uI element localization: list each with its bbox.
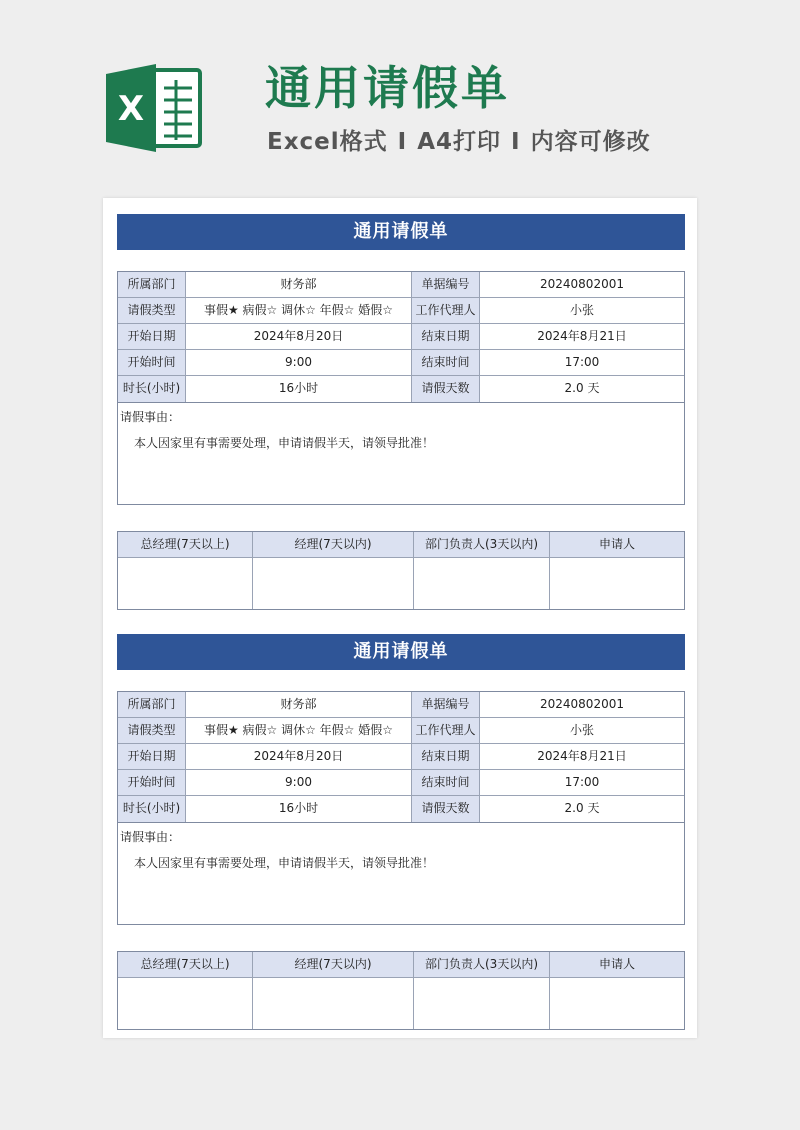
value-start-time[interactable]: 9:00: [186, 350, 412, 375]
value-department[interactable]: 财务部: [186, 272, 412, 297]
signature-cell[interactable]: [550, 558, 684, 609]
approval-dept-head: 部门负责人(3天以内): [414, 532, 550, 557]
label-start-date: 开始日期: [118, 744, 186, 769]
label-leave-days: 请假天数: [412, 376, 480, 402]
approval-header-row: [118, 532, 684, 558]
label-start-time: 开始时间: [118, 350, 186, 375]
signature-cell[interactable]: [550, 978, 684, 1029]
value-start-date[interactable]: 2024年8月20日: [186, 744, 412, 769]
label-leave-days: 请假天数: [412, 796, 480, 822]
value-work-agent[interactable]: 小张: [569, 723, 594, 737]
value-doc-number[interactable]: 20240802001: [540, 697, 624, 711]
table-row: [118, 324, 684, 350]
value-leave-days[interactable]: 2.0 天: [564, 801, 600, 815]
table-row: [118, 692, 684, 718]
leave-form: [117, 634, 685, 1030]
signature-cell[interactable]: [118, 978, 253, 1029]
reason-box[interactable]: [117, 823, 685, 925]
value-end-time[interactable]: 17:00: [564, 355, 600, 369]
table-row: [118, 298, 684, 324]
table-row: [118, 718, 684, 744]
value-end-date[interactable]: 2024年8月21日: [537, 749, 627, 763]
subtitle-format: Excel格式: [267, 129, 388, 155]
signature-cell[interactable]: [414, 978, 550, 1029]
label-work-agent: 工作代理人: [412, 718, 480, 743]
subtitle-separator: I: [397, 129, 408, 155]
signature-cell[interactable]: [253, 558, 414, 609]
value-doc-number[interactable]: 20240802001: [540, 277, 624, 291]
approval-general-manager: 总经理(7天以上): [118, 532, 253, 557]
label-end-time: 结束时间: [412, 350, 480, 375]
label-work-agent: 工作代理人: [412, 298, 480, 323]
approval-applicant: 申请人: [598, 537, 635, 551]
label-leave-type: 请假类型: [118, 298, 186, 323]
approval-table: [117, 951, 685, 1030]
signature-cell[interactable]: [118, 558, 253, 609]
reason-text: 本人因家里有事需要处理，申请请假半天，请领导批准！: [134, 436, 435, 450]
form-banner-title: 通用请假单: [117, 214, 685, 250]
label-department: 所属部门: [118, 272, 186, 297]
value-end-date[interactable]: 2024年8月21日: [537, 329, 627, 343]
signature-cell[interactable]: [253, 978, 414, 1029]
approval-table: [117, 531, 685, 610]
label-leave-type: 请假类型: [118, 718, 186, 743]
approval-dept-head: 部门负责人(3天以内): [414, 952, 550, 977]
label-end-date: 结束日期: [412, 744, 480, 769]
svg-text:X: X: [117, 89, 145, 129]
approval-manager: 经理(7天以内): [253, 532, 414, 557]
label-department: 所属部门: [118, 692, 186, 717]
signature-cell[interactable]: [414, 558, 550, 609]
value-duration-hours[interactable]: 16小时: [186, 796, 412, 822]
value-leave-type[interactable]: 事假★ 病假☆ 调休☆ 年假☆ 婚假☆: [186, 718, 412, 743]
table-row: [118, 744, 684, 770]
approval-signature-row: [118, 978, 684, 1029]
reason-label: 请假事由：: [120, 830, 181, 844]
value-duration-hours[interactable]: 16小时: [186, 376, 412, 402]
table-row: [118, 350, 684, 376]
approval-applicant: 申请人: [598, 957, 635, 971]
approval-manager: 经理(7天以内): [253, 952, 414, 977]
approval-signature-row: [118, 558, 684, 609]
label-doc-number: 单据编号: [412, 692, 480, 717]
subtitle-separator: I: [511, 129, 521, 155]
table-row: [118, 770, 684, 796]
label-duration-hours: 时长(小时): [118, 796, 186, 822]
page-header: [0, 0, 800, 200]
subtitle-print: A4打印: [417, 129, 502, 155]
form-info-table: [117, 691, 685, 823]
label-start-date: 开始日期: [118, 324, 186, 349]
reason-box[interactable]: [117, 403, 685, 505]
page-subtitle: [267, 126, 651, 158]
value-start-time[interactable]: 9:00: [186, 770, 412, 795]
value-start-date[interactable]: 2024年8月20日: [186, 324, 412, 349]
approval-general-manager: 总经理(7天以上): [118, 952, 253, 977]
value-leave-type[interactable]: 事假★ 病假☆ 调休☆ 年假☆ 婚假☆: [186, 298, 412, 323]
form-info-table: [117, 271, 685, 403]
value-department[interactable]: 财务部: [186, 692, 412, 717]
value-work-agent[interactable]: 小张: [569, 303, 594, 317]
label-end-date: 结束日期: [412, 324, 480, 349]
page-title: 通用请假单: [265, 61, 510, 115]
document-page: [103, 198, 697, 1038]
value-end-time[interactable]: 17:00: [564, 775, 600, 789]
table-row: [118, 796, 684, 822]
approval-header-row: [118, 952, 684, 978]
label-doc-number: 单据编号: [412, 272, 480, 297]
form-banner-title: 通用请假单: [117, 634, 685, 670]
label-end-time: 结束时间: [412, 770, 480, 795]
table-row: [118, 376, 684, 402]
leave-form: [117, 214, 685, 610]
table-row: [118, 272, 684, 298]
excel-logo-icon: [104, 60, 204, 156]
value-leave-days[interactable]: 2.0 天: [564, 381, 600, 395]
reason-text: 本人因家里有事需要处理，申请请假半天，请领导批准！: [134, 856, 435, 870]
label-start-time: 开始时间: [118, 770, 186, 795]
subtitle-editable: 内容可修改: [530, 129, 651, 155]
reason-label: 请假事由：: [120, 410, 181, 424]
label-duration-hours: 时长(小时): [118, 376, 186, 402]
